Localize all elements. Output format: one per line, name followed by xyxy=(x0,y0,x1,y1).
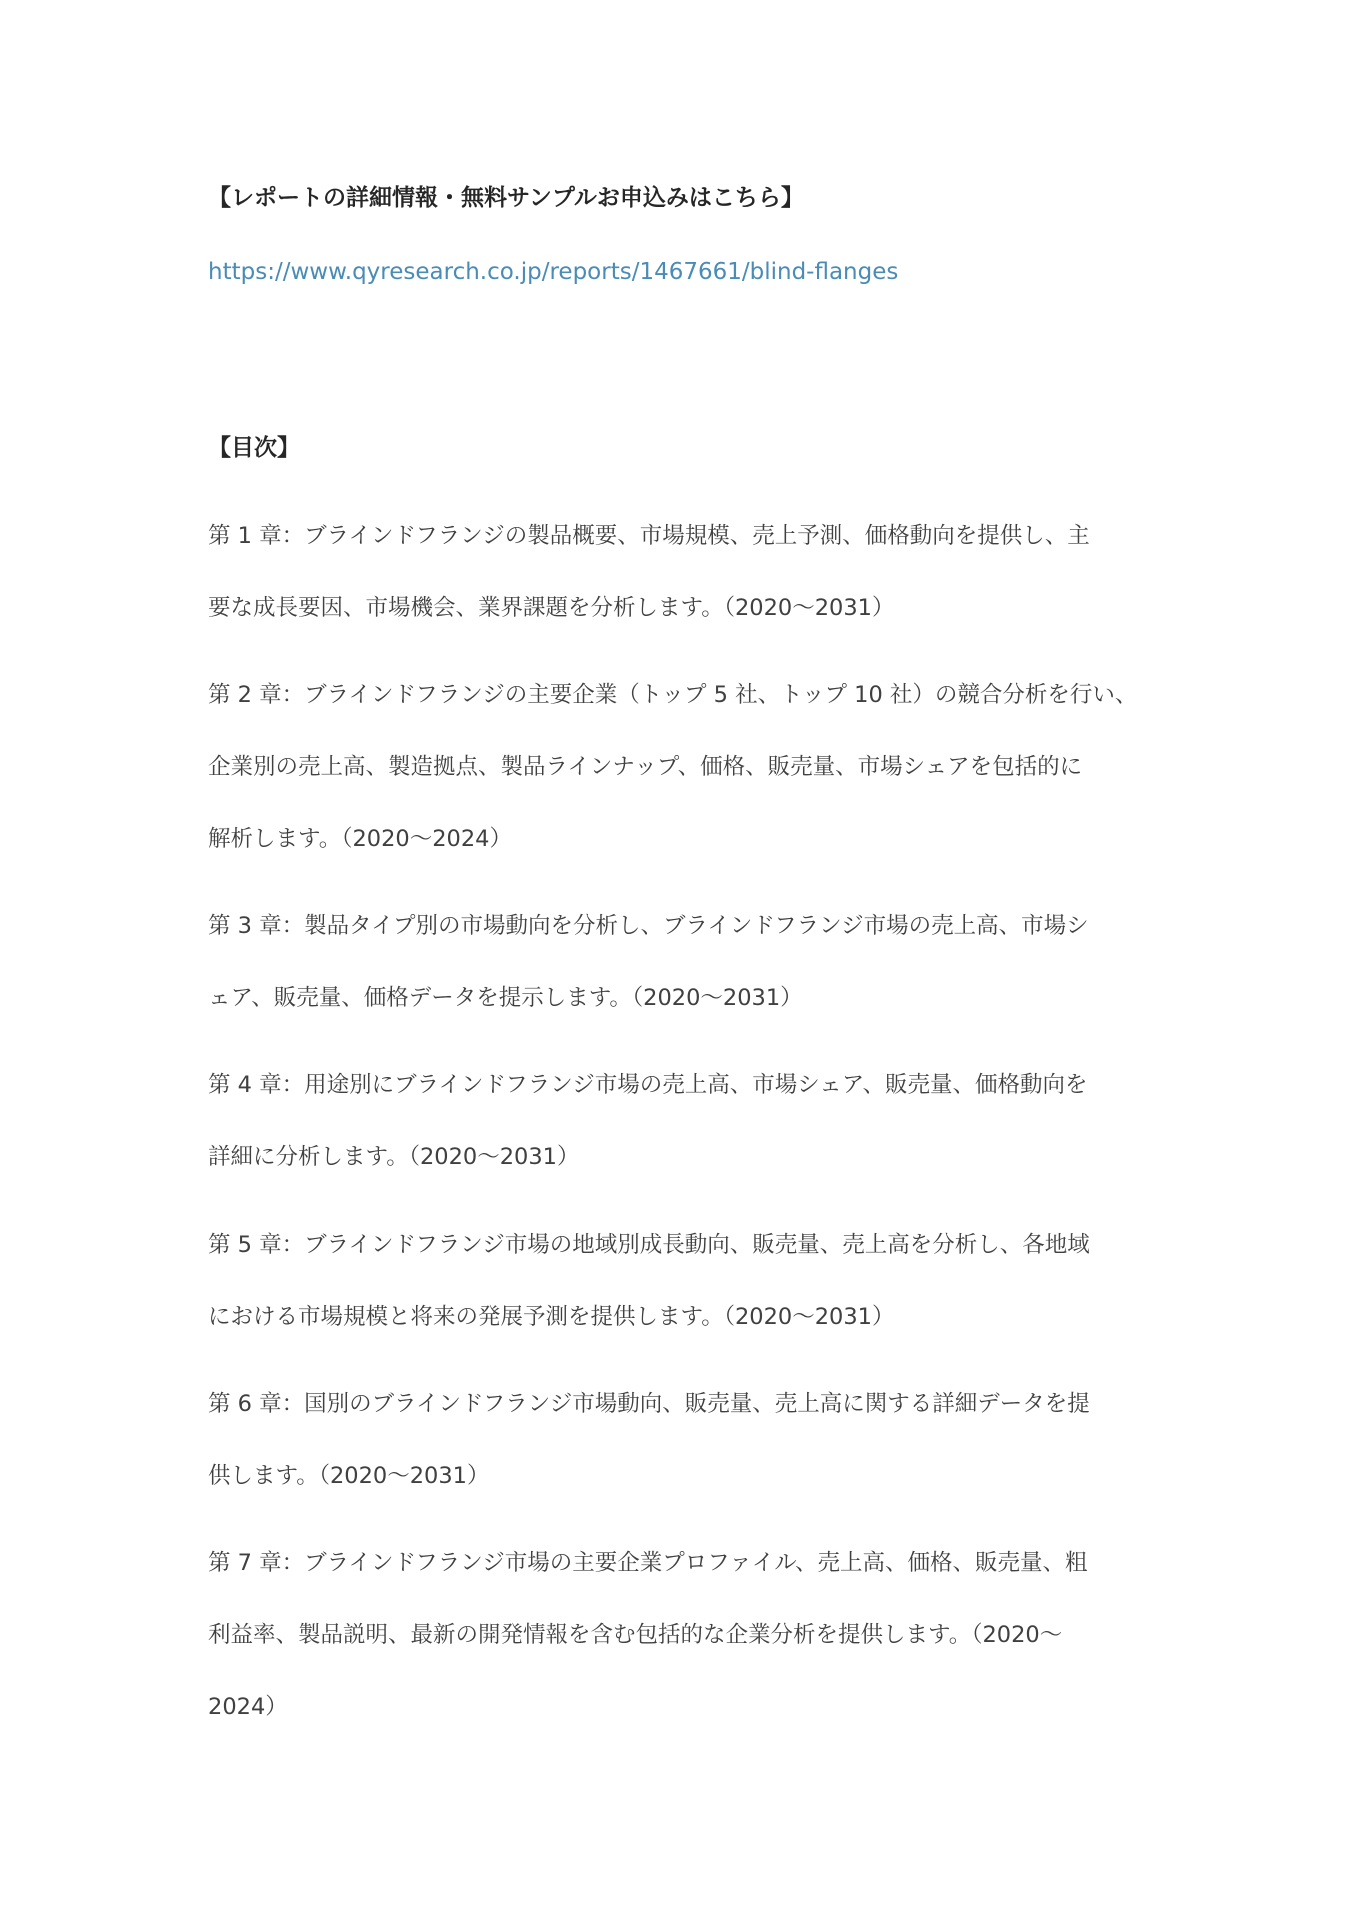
chapter-4-line-2: 詳細に分析します。（2020～2031） xyxy=(208,1144,580,1170)
chapter-1-line-2: 要な成長要因、市場機会、業界課題を分析します。（2020～2031） xyxy=(208,595,895,621)
chapter-7-line-2: 利益率、製品説明、最新の開発情報を含む包括的な企業分析を提供します。（2020～ xyxy=(208,1622,1063,1648)
chapter-2-line-2: 企業別の売上高、製造拠点、製品ラインナップ、価格、販売量、市場シェアを包括的に xyxy=(208,754,1083,780)
chapter-7-line-1: 第 7 章：ブラインドフランジ市場の主要企業プロファイル、売上高、価格、販売量、粗 xyxy=(208,1550,1088,1576)
chapter-6-line-1: 第 6 章：国別のブラインドフランジ市場動向、販売量、売上高に関する詳細データを提 xyxy=(208,1391,1090,1417)
chapter-4-line-1: 第 4 章：用途別にブラインドフランジ市場の売上高、市場シェア、販売量、価格動向を xyxy=(208,1072,1088,1098)
table-of-contents-heading: 【目次】 xyxy=(208,435,300,461)
report-info-heading: 【レポートの詳細情報・無料サンプルお申込みはこちら】 xyxy=(208,185,804,211)
chapter-5-line-1: 第 5 章：ブラインドフランジ市場の地域別成長動向、販売量、売上高を分析し、各地域 xyxy=(208,1232,1090,1258)
chapter-3-line-1: 第 3 章：製品タイプ別の市場動向を分析し、ブラインドフランジ市場の売上高、市場シ xyxy=(208,913,1089,939)
chapter-6-line-2: 供します。（2020～2031） xyxy=(208,1463,490,1489)
report-url-link[interactable]: https://www.qyresearch.co.jp/reports/1467661/blind-flanges xyxy=(208,259,899,285)
chapter-5-line-2: における市場規模と将来の発展予測を提供します。（2020～2031） xyxy=(208,1304,895,1330)
chapter-7-line-3: 2024） xyxy=(208,1694,288,1720)
chapter-1-line-1: 第 1 章：ブラインドフランジの製品概要、市場規模、売上予測、価格動向を提供し、主 xyxy=(208,523,1090,549)
chapter-2-line-3: 解析します。（2020～2024） xyxy=(208,826,512,852)
chapter-2-line-1: 第 2 章：ブラインドフランジの主要企業（トップ 5 社、トップ 10 社）の競合分析を行い、 xyxy=(208,682,1138,708)
chapter-3-line-2: ェア、販売量、価格データを提示します。（2020～2031） xyxy=(208,985,803,1011)
